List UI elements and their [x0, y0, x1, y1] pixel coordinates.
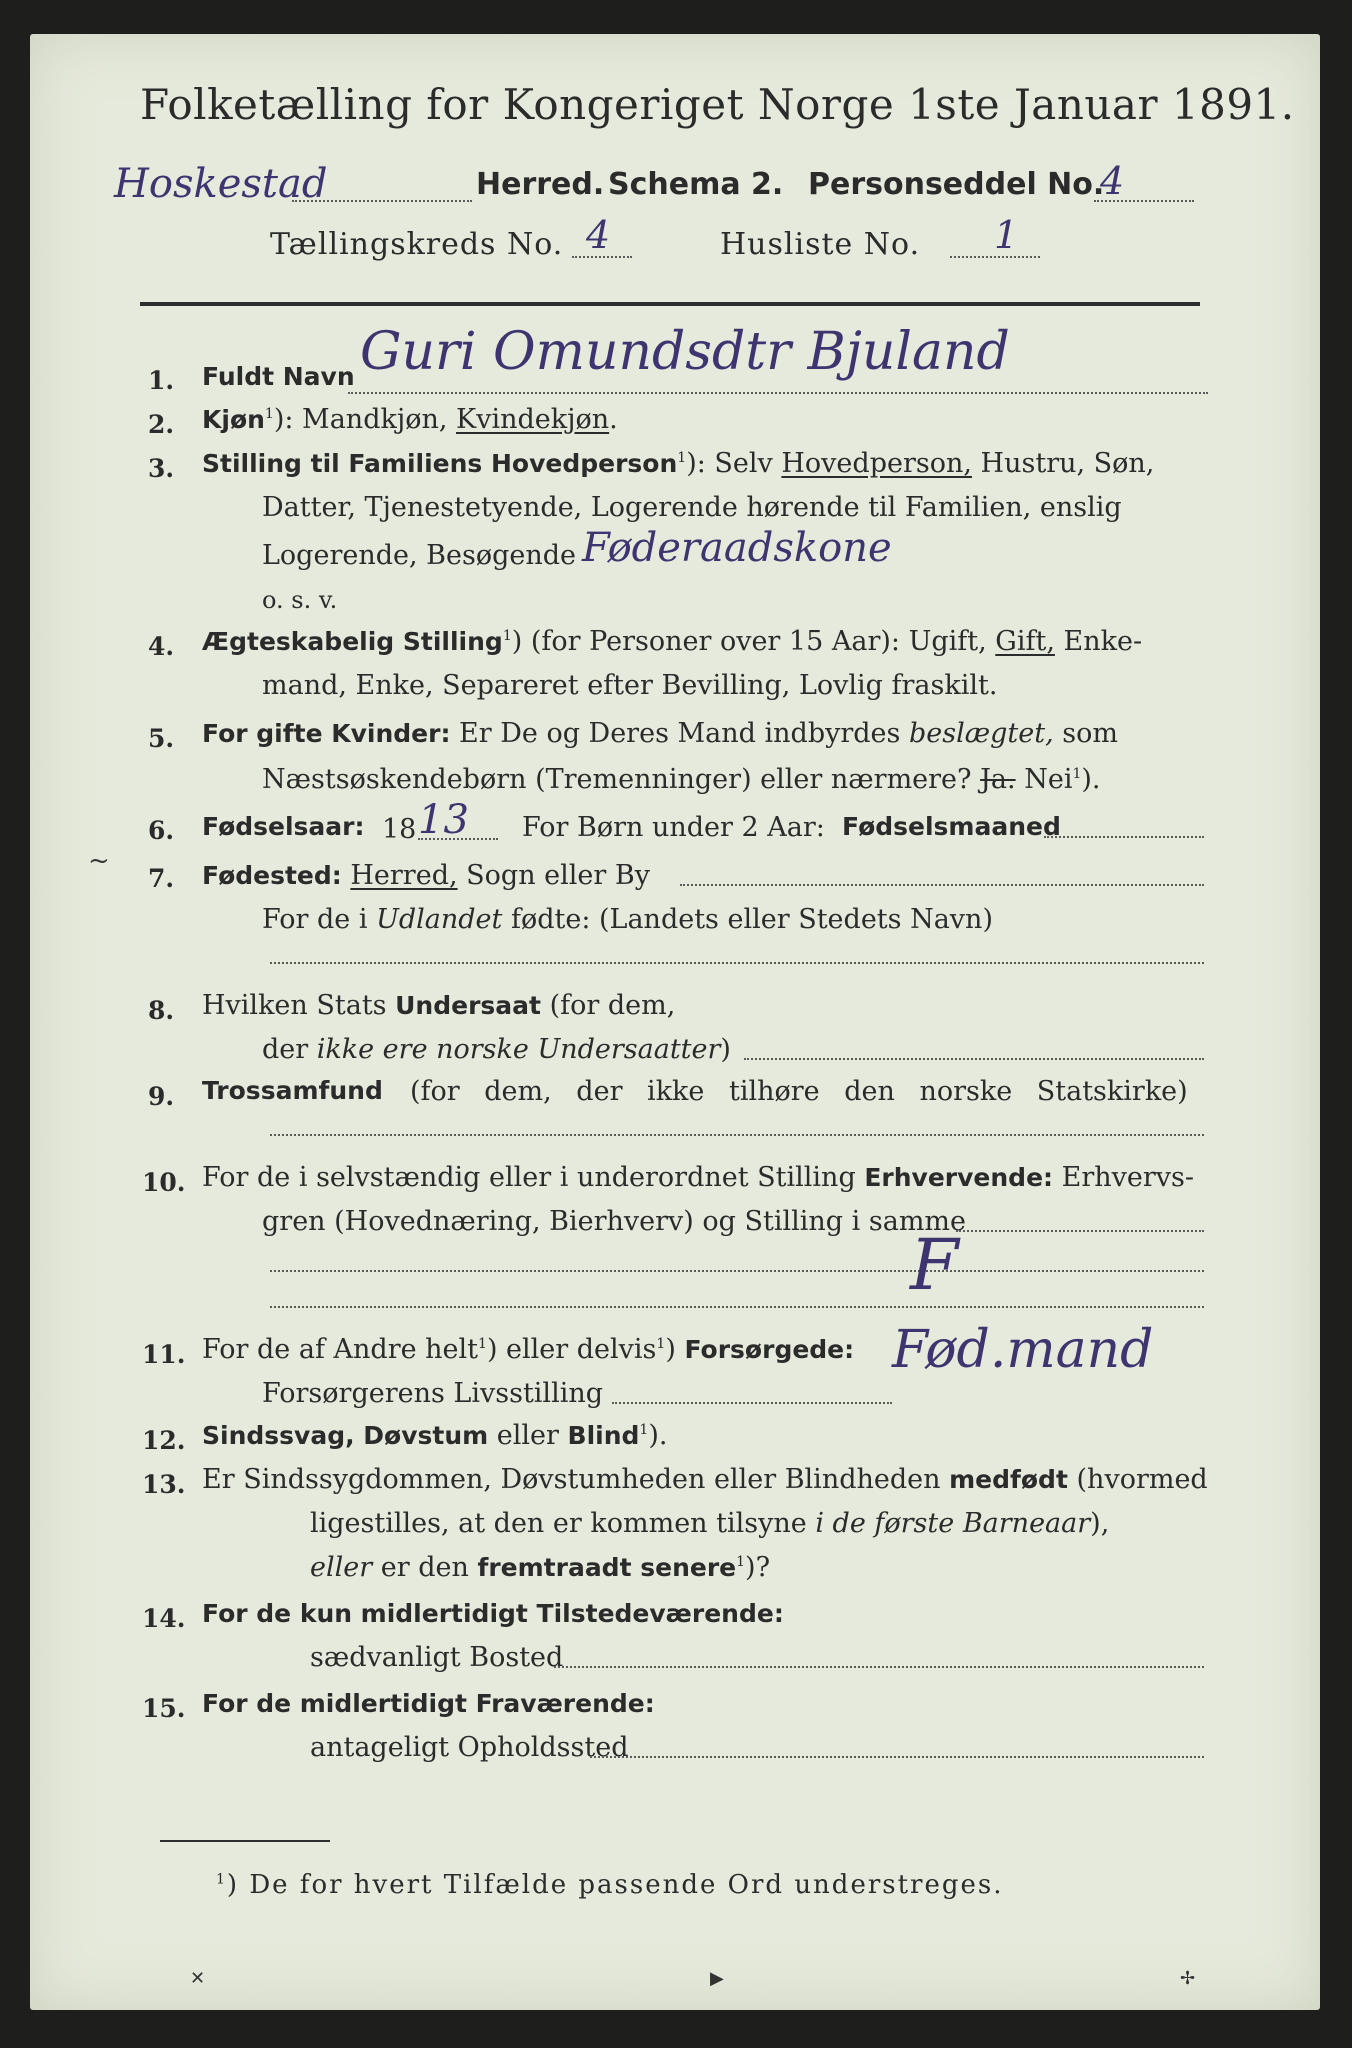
q10-dotline1: [956, 1230, 1204, 1232]
q14-line1: [202, 1600, 784, 1627]
q5-option-ja: Ja.: [980, 764, 1016, 795]
q10-label: Erhvervende:: [864, 1163, 1054, 1192]
q5-question: Næstsøskendebørn (Tremenninger) eller nærmere?: [262, 764, 972, 795]
q15-dotline: [590, 1756, 1204, 1758]
q14-line2: sædvanligt Bosted: [310, 1642, 564, 1673]
form-title: Folketælling for Kongeriget Norge 1ste Januar 1891.: [140, 80, 1295, 129]
q5-line1: [202, 720, 1118, 747]
q5-option-nei: Nei: [1024, 764, 1073, 795]
q14-label: midlertidigt Tilstedeværende:: [360, 1599, 784, 1628]
q11-label: Forsørgede:: [684, 1335, 855, 1364]
q5-label: For gifte Kvinder:: [202, 719, 451, 748]
herred-handwritten: Hoskestad: [114, 161, 328, 207]
kreds-handwritten: 4: [586, 213, 611, 257]
q8-post: (for dem,: [549, 990, 676, 1021]
q4-line2: mand, Enke, Separeret efter Bevilling, Lovlig fraskilt.: [262, 670, 998, 701]
q5-line2: [262, 766, 1101, 793]
footnote-text: ) De for hvert Tilfælde passende Ord understreges.: [226, 1870, 1004, 1900]
q3-line2: Datter, Tjenestetyende, Logerende hørende til Familien, enslig: [262, 492, 1122, 523]
q7-line2: [262, 906, 993, 933]
q3-footnote-mark: 1: [677, 450, 687, 466]
q4-footnote-mark: 1: [502, 628, 512, 644]
q9-number: 9.: [148, 1082, 175, 1111]
husliste-dotline: [950, 256, 1040, 258]
q3-line1: [202, 450, 1154, 477]
census-form-page: [30, 34, 1320, 2010]
q8-line2a: der: [262, 1034, 309, 1065]
corner-mark-right: ✢: [1180, 1968, 1196, 1989]
q10-dotline3: [270, 1306, 1204, 1308]
q2-end: .: [609, 404, 618, 435]
q13-line3a: er den: [380, 1552, 469, 1583]
q13-number: 13.: [142, 1470, 186, 1499]
q13-label: medfødt: [949, 1465, 1068, 1494]
q10-answer: F: [910, 1224, 959, 1306]
q13-footnote-mark: 1: [736, 1554, 746, 1570]
q10-number: 10.: [142, 1168, 186, 1197]
q10-dotline2: [270, 1270, 1204, 1272]
q15-number: 15.: [142, 1694, 186, 1723]
q15-line2: antageligt Opholdssted: [310, 1732, 629, 1763]
q12-end: ).: [648, 1420, 668, 1451]
q13-end: )?: [745, 1552, 771, 1583]
q13-line2a: ligestilles, at den er kommen tilsyne: [310, 1508, 807, 1539]
q5-end: ).: [1081, 764, 1101, 795]
q6-label: Fødselsaar:: [202, 812, 365, 841]
q7-number: 7.: [148, 864, 175, 893]
q2-line: [202, 406, 618, 433]
q1-answer-name: Guri Omundsdtr Bjuland: [360, 322, 1010, 382]
q3-line4: o. s. v.: [262, 586, 338, 614]
q8-line2em: ikke ere norske Undersaatter: [316, 1034, 721, 1065]
kreds-dotline: [572, 256, 632, 258]
margin-mark: ~: [88, 846, 110, 876]
q12-line: [202, 1422, 667, 1449]
q14-dotline: [554, 1666, 1204, 1668]
q2-number: 2.: [148, 410, 175, 439]
q2-selected-option: Kvindekjøn: [456, 404, 610, 435]
q5-post: som: [1062, 718, 1118, 749]
q7-dotline2: [270, 962, 1204, 964]
q7-dotline1: [680, 884, 1204, 886]
q13-line3: [310, 1554, 770, 1581]
q13-pre: Er Sindssygdommen, Døvstumheden eller Blindheden: [202, 1464, 941, 1495]
personseddel-handwritten: 4: [1100, 159, 1125, 203]
herred-dotline: [292, 200, 472, 202]
personseddel-dotline: [1094, 200, 1194, 202]
q5-em: beslægtet,: [908, 718, 1054, 749]
q13-line3b: fremtraadt senere: [477, 1553, 737, 1582]
q6-mid: For Børn under 2 Aar:: [522, 812, 825, 843]
husliste-handwritten: 1: [994, 213, 1019, 257]
q5-number: 5.: [148, 724, 175, 753]
q11-footnote-mark: 1: [478, 1336, 487, 1352]
q1-label: Fuldt Navn: [202, 362, 355, 391]
q1-number: 1.: [148, 366, 175, 395]
q12-label2: Blind: [567, 1421, 640, 1450]
q13-post: (hvormed: [1076, 1464, 1208, 1495]
q7-line2b: fødte: (Landets eller Stedets Navn): [510, 904, 993, 935]
q15-pre: For de: [202, 1689, 292, 1718]
q5-footnote-mark: 1: [1072, 766, 1082, 782]
q11-mid2: ): [665, 1334, 676, 1365]
footnote-mark: 1: [216, 1871, 227, 1888]
q15-label: midlertidigt Fraværende:: [299, 1689, 655, 1718]
q15-line1: [202, 1690, 655, 1717]
q6-label2: Fødselsmaaned: [842, 812, 1061, 841]
q12-label: Sindssvag, Døvstum: [202, 1421, 489, 1450]
q4-selected-option: Gift,: [995, 626, 1055, 657]
kreds-label: Tællingskreds No.: [270, 227, 564, 262]
q3-answer: Føderaadskone: [582, 525, 892, 571]
schema-label: Schema 2.: [608, 167, 784, 202]
q6-dotline2: [1044, 836, 1204, 838]
q4-line1: [202, 628, 1142, 655]
q11-answer: Fød.mand: [892, 1320, 1154, 1380]
q10-post: Erhvervs-: [1061, 1162, 1195, 1193]
q8-label: Undersaat: [395, 991, 541, 1020]
q3-selected-option: Hovedperson,: [781, 448, 972, 479]
corner-mark-left: ✕: [190, 1968, 206, 1989]
q2-footnote-mark: 1: [264, 406, 274, 422]
q9-dotline: [270, 1134, 1204, 1136]
q4-pre: ) (for Personer over 15 Aar): Ugift,: [511, 626, 987, 657]
herred-label: Herred.: [476, 167, 605, 202]
q11-dotline: [612, 1402, 892, 1404]
q10-pre: For de i selvstændig eller i underordnet Stilling: [202, 1162, 856, 1193]
q8-line2: [262, 1036, 731, 1063]
q3-line3: Logerende, Besøgende: [262, 540, 576, 571]
q12-number: 12.: [142, 1426, 186, 1455]
q6-answer-year: 13: [418, 797, 469, 843]
q13-line2em: i de første Barneaar: [815, 1508, 1091, 1539]
q13-line3em: eller: [310, 1552, 373, 1583]
q5-pre: Er De og Deres Mand indbyrdes: [459, 718, 901, 749]
q11-mid: ) eller delvis: [486, 1334, 657, 1365]
q3-number: 3.: [148, 454, 175, 483]
q9-label: Trossamfund: [202, 1076, 383, 1105]
q8-line1: [202, 992, 675, 1019]
q2-options-text: ): Mandkjøn,: [273, 404, 448, 435]
q10-line2: gren (Hovednæring, Bierhverv) og Stilling i samme: [262, 1206, 967, 1237]
q11-pre: For de af Andre helt: [202, 1334, 479, 1365]
q11-number: 11.: [142, 1340, 186, 1369]
q6-prefix: 18: [382, 814, 417, 845]
q7-label: Fødested:: [202, 861, 342, 890]
q10-line1: [202, 1164, 1194, 1191]
q4-label: Ægteskabelig Stilling: [202, 627, 503, 656]
husliste-label: Husliste No.: [720, 227, 921, 262]
q13-line1: [202, 1466, 1208, 1493]
footnote-rule: [160, 1840, 330, 1842]
q3-pre: ): Selv: [686, 448, 773, 479]
q6-dotline: [418, 838, 498, 840]
q6-number: 6.: [148, 816, 175, 845]
q14-number: 14.: [142, 1604, 186, 1633]
header-rule: [140, 302, 1200, 306]
q12-footnote-mark: 1: [639, 1422, 649, 1438]
q1-dotline: [348, 392, 1208, 394]
q11-line1: [202, 1336, 854, 1363]
q7-selected-option: Herred,: [350, 860, 458, 891]
q4-number: 4.: [148, 632, 175, 661]
corner-mark-center: ▶: [710, 1968, 724, 1989]
footnote: [216, 1872, 1004, 1898]
q7-line2a: For de i: [262, 904, 368, 935]
q4-post: Enke-: [1063, 626, 1143, 657]
q12-post: eller: [496, 1420, 559, 1451]
q11-footnote-mark2: 1: [656, 1336, 666, 1352]
q8-line2b: ): [720, 1034, 731, 1065]
q8-dotline: [744, 1058, 1204, 1060]
q13-line2: [310, 1510, 1109, 1537]
q7-line1: [202, 862, 650, 889]
q7-post: Sogn eller By: [466, 860, 650, 891]
q13-line2b: ),: [1090, 1508, 1110, 1539]
q9-post: (for dem, der ikke tilhøre den norske Statskirke): [410, 1076, 1188, 1107]
q3-post: Hustru, Søn,: [980, 448, 1155, 479]
q8-number: 8.: [148, 996, 175, 1025]
q8-pre: Hvilken Stats: [202, 990, 387, 1021]
q7-line2em: Udlandet: [376, 904, 503, 935]
q11-line2: Forsørgerens Livsstilling: [262, 1378, 604, 1409]
q2-label: Kjøn: [202, 405, 265, 434]
q14-pre: For de kun: [202, 1599, 353, 1628]
personseddel-label: Personseddel No.: [808, 167, 1105, 202]
q3-label: Stilling til Familiens Hovedperson: [202, 449, 678, 478]
